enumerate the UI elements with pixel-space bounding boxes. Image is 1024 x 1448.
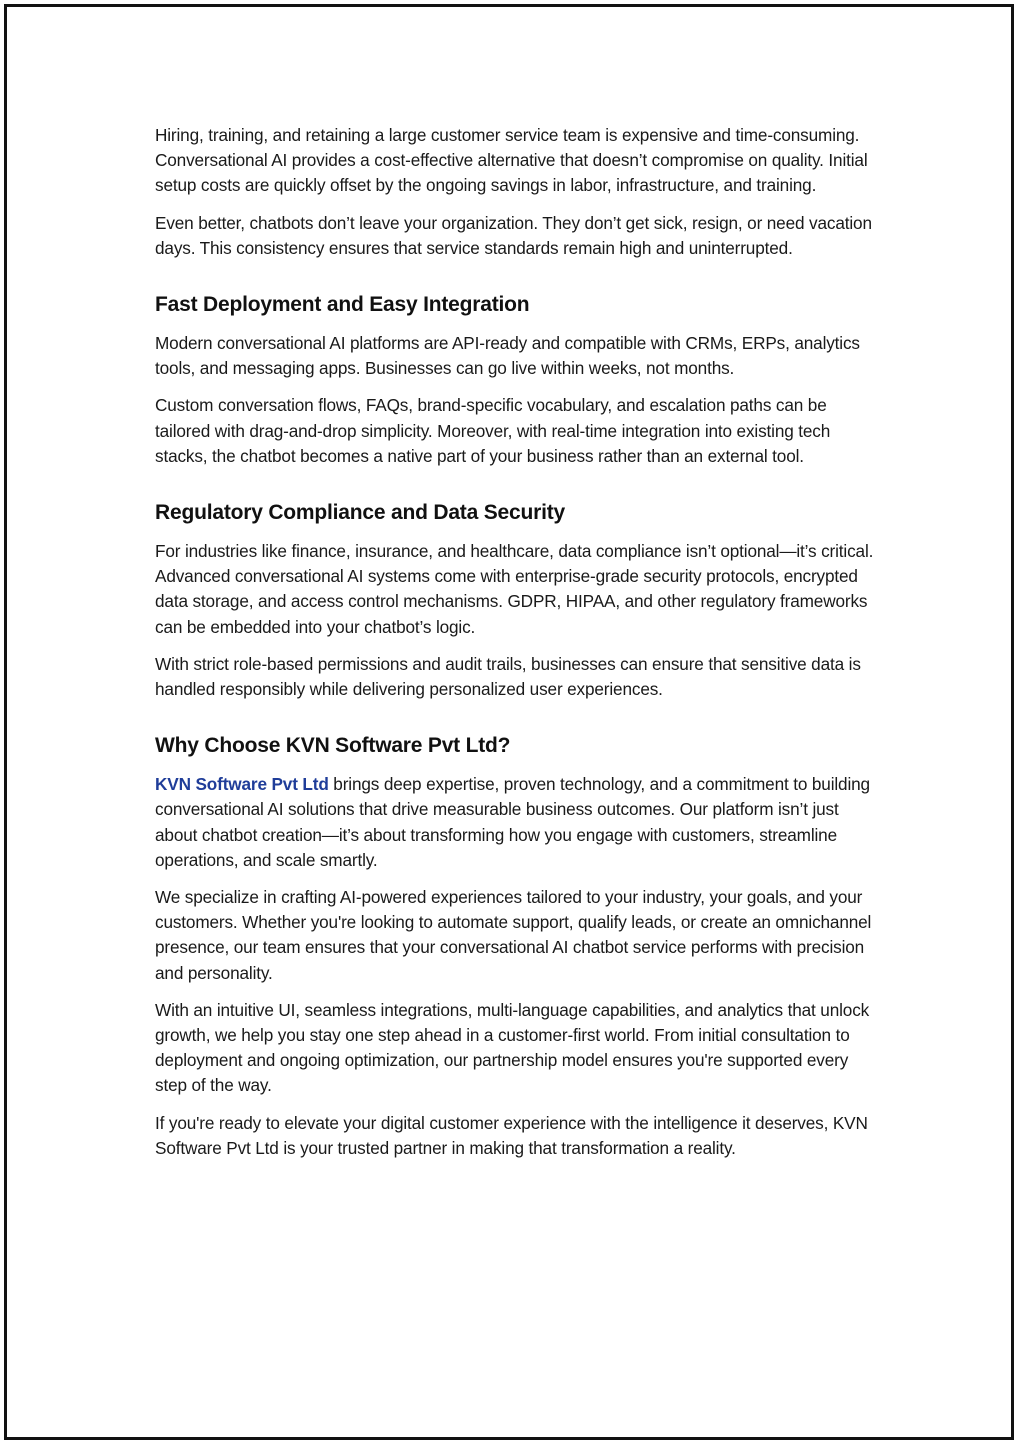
- why-choose-intro-paragraph: [155, 772, 877, 873]
- deployment-paragraph-1: Modern conversational AI platforms are API-ready and compatible with CRMs, ERPs, analytics tools, and messaging apps. Businesses can go live within weeks, not months.: [155, 333, 860, 379]
- document-body: [155, 123, 877, 1173]
- intro-paragraph-text: brings deep expertise, proven technology, and a commitment to building conversational AI solutions that drive measurable business outcomes. Our platform isn’t just about chatbot creation—it’s about transforming how you engage with customers, streamline operations, and scale smartly.: [155, 774, 870, 870]
- cost-paragraph-2: Even better, chatbots don’t leave your organization. They don’t get sick, resign, or need vacation days. This consistency ensures that service standards remain high and uninterrupted.: [155, 212, 872, 258]
- deployment-paragraph-2: Custom conversation flows, FAQs, brand-specific vocabulary, and escalation paths can be tailored with drag-and-drop simplicity. Moreover, with real-time integration into existing tech stacks, the chatbot becomes a native part of your business rather than an external tool.: [155, 395, 831, 466]
- why-choose-paragraph-2: We specialize in crafting AI-powered experiences tailored to your industry, your goals, and your customers. Whether you're looking to automate support, qualify leads, or create an omnichannel presence, our team ensures that your conversational AI chatbot service performs with precision and personality.: [155, 887, 872, 983]
- deployment-heading: Fast Deployment and Easy Integration: [155, 293, 530, 317]
- cost-paragraph-1: Hiring, training, and retaining a large customer service team is expensive and time-consuming. Conversational AI provides a cost-effective alternative that doesn’t compromise on quality. Initial setup costs are quickly offset by the ongoing savings in labor, infrastructure, and training.: [155, 125, 868, 196]
- company-link[interactable]: KVN Software Pvt Ltd: [155, 774, 329, 795]
- compliance-paragraph-1: For industries like finance, insurance, and healthcare, data compliance isn’t optional—it’s critical. Advanced conversational AI systems come with enterprise-grade security protocols, encrypted data storage, and access control mechanisms. GDPR, HIPAA, and other regulatory frameworks can be embedded into your chatbot’s logic.: [155, 541, 874, 637]
- compliance-heading: Regulatory Compliance and Data Security: [155, 501, 565, 525]
- compliance-paragraph-2: With strict role-based permissions and audit trails, businesses can ensure that sensitive data is handled responsibly while delivering personalized user experiences.: [155, 653, 861, 700]
- why-choose-heading: Why Choose KVN Software Pvt Ltd?: [155, 734, 511, 758]
- why-choose-paragraph-3: With an intuitive UI, seamless integrations, multi-language capabilities, and analytics that unlock growth, we help you stay one step ahead in a customer-first world. From initial consultation to deployment and ongoing optimization, our partnership model ensures you're supported every step of the way.: [155, 999, 870, 1096]
- why-choose-paragraph-4: If you're ready to elevate your digital customer experience with the intelligence it deserves, KVN Software Pvt Ltd is your trusted partner in making that transformation a reality.: [155, 1112, 868, 1158]
